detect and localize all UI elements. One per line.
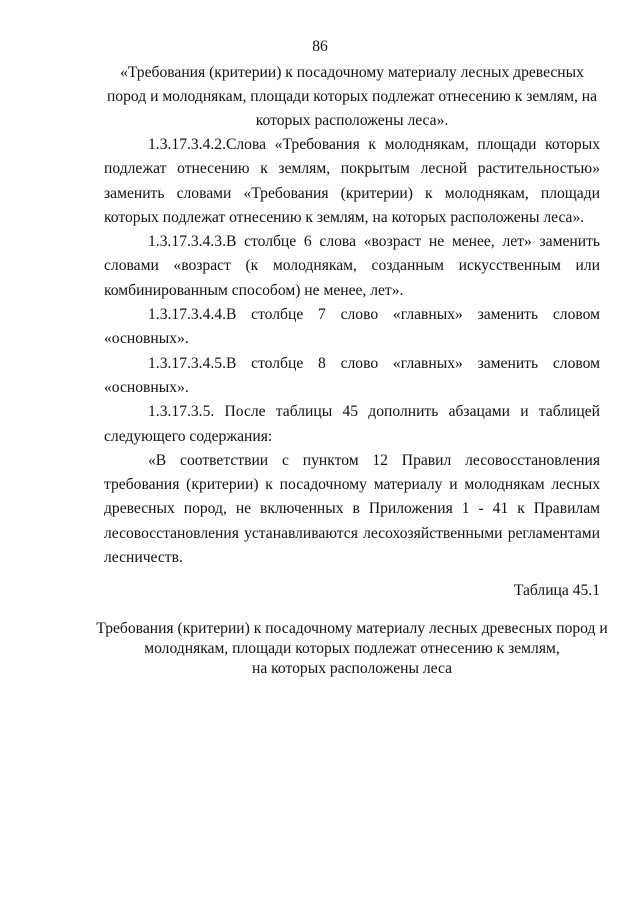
table-caption-line: молоднякам, площади которых подлежат отнесению к землям,	[144, 640, 560, 658]
table-label: Таблица 45.1	[513, 582, 600, 600]
paragraph-1-3-17-3-5: 1.3.17.3.5. После таблицы 45 дополнить абзацами и таблицей следующего содержания:	[104, 403, 600, 445]
table-caption-line: на которых расположены леса	[251, 660, 452, 678]
paragraph-1-3-17-3-4-3: 1.3.17.3.4.3.В столбце 6 слова «возраст не менее, лет» заменить словами «возраст (к молоднякам, созданным искусственным или комбинированным способом) не менее, лет».	[104, 233, 600, 299]
page-content	[96, 61, 608, 679]
paragraph-1-3-17-3-4-4: 1.3.17.3.4.4.В столбце 7 слово «главных» заменить словом «основных».	[104, 306, 600, 348]
quoted-heading-line: пород и молоднякам, площади которых подлежат отнесению к землям, на	[106, 88, 598, 105]
table-caption	[96, 619, 608, 679]
page-number: 86	[312, 38, 328, 55]
paragraph-quote-rules: «В соответствии с пунктом 12 Правил лесовосстановления требования (критерии) к посадочному материалу и молоднякам лесных древесных пород, не включенных в Приложения 1 - 41 к Правилам лесовосстановления устанавливаются лесохозяйственными регламентами лесничеств.	[104, 451, 600, 567]
paragraph-1-3-17-3-4-5: 1.3.17.3.4.5.В столбце 8 слово «главных» заменить словом «основных».	[104, 354, 600, 396]
paragraph-1-3-17-3-4-2: 1.3.17.3.4.2.Слова «Требования к молоднякам, площади которых подлежат отнесению к землям, покрытым лесной растительностью» заменить словами «Требования (критерии) к молоднякам, площади которых подлежат отнесению к землям, на которых расположены леса».	[104, 136, 600, 226]
quoted-heading	[104, 61, 600, 133]
table-caption-line: Требования (критерии) к посадочному материалу лесных древесных пород и	[96, 620, 608, 638]
quoted-heading-line: которых расположены леса».	[255, 112, 449, 129]
quoted-heading-line: «Требования (критерии) к посадочному материалу лесных древесных	[120, 64, 584, 81]
